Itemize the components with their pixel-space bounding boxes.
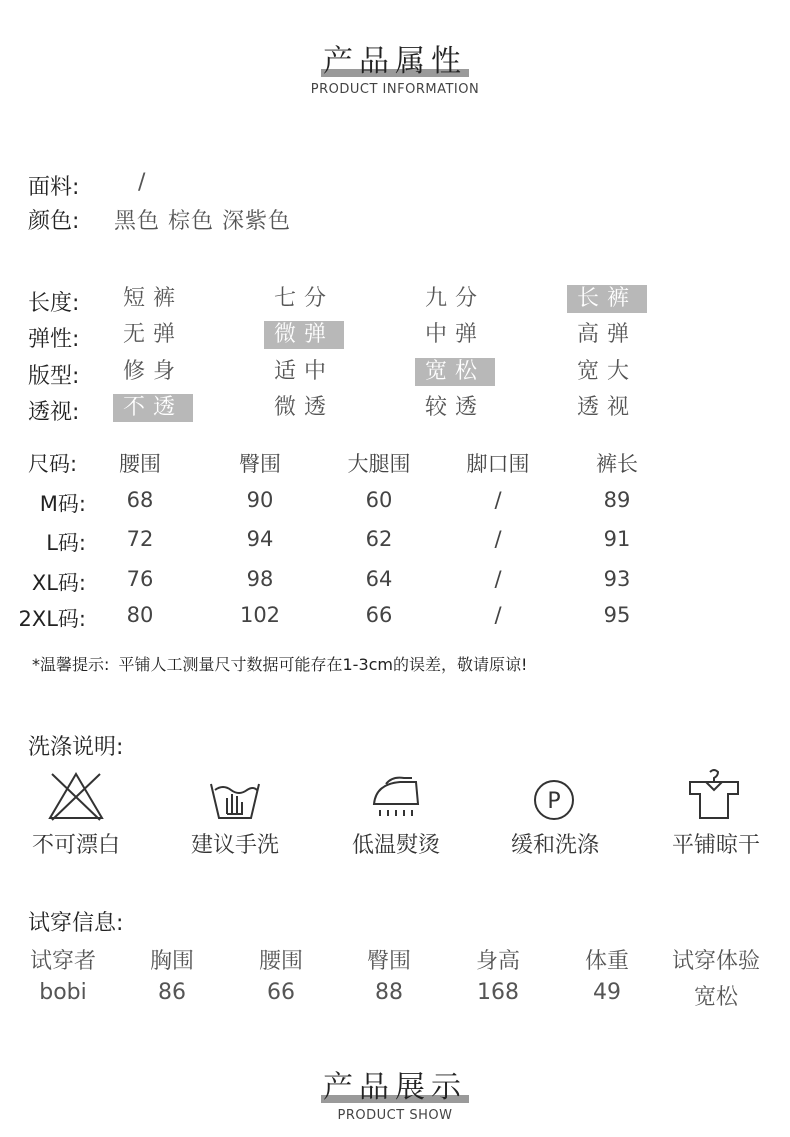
tryon-value: bobi xyxy=(39,980,87,1005)
measurement-note xyxy=(32,652,527,675)
size-cell: 102 xyxy=(239,603,281,627)
size-cell: 94 xyxy=(246,527,274,551)
size-row-label: M码: xyxy=(39,492,86,516)
tryon-column-header: 臀围 xyxy=(366,949,411,974)
attribute-label: 透视: xyxy=(28,400,80,425)
attribute-option: 中弹 xyxy=(424,322,485,347)
tryon-value: 86 xyxy=(158,980,186,1005)
attribute-option: 短裤 xyxy=(122,286,183,311)
attribute-option: 适中 xyxy=(273,359,334,384)
attribute-option: 较透 xyxy=(424,395,485,420)
size-cell: 91 xyxy=(603,527,631,551)
attribute-option-selected: 微弹 xyxy=(264,321,344,349)
flat-dry-icon xyxy=(684,768,744,820)
attribute-option-selected: 长裤 xyxy=(567,285,647,313)
low-iron-icon xyxy=(366,770,426,822)
gentle-wash-icon xyxy=(524,772,584,824)
attribute-label: 弹性: xyxy=(28,327,80,352)
size-cell: / xyxy=(494,488,502,512)
note-prefix: *温馨提示: xyxy=(32,655,110,674)
tryon-value: 168 xyxy=(477,980,519,1005)
washing-label: 低温熨烫 xyxy=(351,833,440,858)
size-cell: / xyxy=(494,567,502,591)
color-label: 颜色: xyxy=(28,209,80,234)
size-cell: 90 xyxy=(246,488,274,512)
fabric-value: / xyxy=(138,170,152,195)
tryon-column-header: 试穿体验 xyxy=(671,949,760,974)
size-cell: 76 xyxy=(126,567,154,591)
size-row-label: XL码: xyxy=(31,571,86,595)
attribute-option: 微透 xyxy=(273,395,334,420)
color-value: 黑色 棕色 深紫色 xyxy=(114,209,291,234)
section-title-product-show xyxy=(0,1062,790,1123)
washing-label: 平铺晾干 xyxy=(671,833,760,858)
size-cell: 62 xyxy=(365,527,393,551)
note-text: 平铺人工测量尺寸数据可能存在1-3cm的误差，敬请原谅! xyxy=(118,655,528,674)
size-cell: 72 xyxy=(126,527,154,551)
tryon-column-header: 身高 xyxy=(475,949,520,974)
attribute-label: 版型: xyxy=(28,364,80,389)
section-title-product-info xyxy=(0,36,790,97)
section-subtitle-en: PRODUCT SHOW xyxy=(337,1108,453,1123)
gentle-wash-symbol: P xyxy=(547,789,561,814)
attribute-option-selected: 宽松 xyxy=(415,358,495,386)
section-title-cn xyxy=(321,36,469,80)
tryon-column-header: 腰围 xyxy=(258,949,303,974)
section-title-cn xyxy=(321,1062,469,1106)
size-row-label: L码: xyxy=(46,531,86,555)
tryon-value: 宽松 xyxy=(693,985,738,1010)
attribute-option: 修身 xyxy=(122,359,183,384)
attribute-option: 九分 xyxy=(424,286,485,311)
size-cell: / xyxy=(494,527,502,551)
tryon-value: 88 xyxy=(375,980,403,1005)
washing-label: 建议手洗 xyxy=(190,833,279,858)
washing-label: 缓和洗涤 xyxy=(510,833,599,858)
washing-title: 洗涤说明: xyxy=(28,735,124,760)
size-cell: 93 xyxy=(603,567,631,591)
size-column-header: 腰围 xyxy=(119,452,161,476)
size-column-header: 脚口围 xyxy=(466,452,530,476)
title-text: 产品属性 xyxy=(323,44,467,79)
size-column-header: 大腿围 xyxy=(347,452,411,476)
size-cell: 64 xyxy=(365,567,393,591)
fabric-label: 面料: xyxy=(28,175,80,200)
attribute-option: 宽大 xyxy=(576,359,637,384)
size-cell: 68 xyxy=(126,488,154,512)
washing-label: 不可漂白 xyxy=(31,833,120,858)
tryon-title: 试穿信息: xyxy=(28,911,124,936)
size-column-header: 臀围 xyxy=(239,452,281,476)
size-column-header: 裤长 xyxy=(596,452,638,476)
tryon-value: 66 xyxy=(267,980,295,1005)
section-subtitle-en: PRODUCT INFORMATION xyxy=(310,82,480,97)
size-cell: 60 xyxy=(365,488,393,512)
size-cell: 95 xyxy=(603,603,631,627)
attribute-option: 透视 xyxy=(576,395,637,420)
no-bleach-icon xyxy=(46,770,106,822)
tryon-column-header: 胸围 xyxy=(149,949,194,974)
attribute-label: 长度: xyxy=(28,291,80,316)
tryon-value: 49 xyxy=(593,980,621,1005)
attribute-option-selected: 不透 xyxy=(113,394,193,422)
size-cell: 89 xyxy=(603,488,631,512)
attribute-option: 无弹 xyxy=(122,322,183,347)
size-row-label: 2XL码: xyxy=(18,607,86,631)
size-cell: 98 xyxy=(246,567,274,591)
title-text: 产品展示 xyxy=(323,1070,467,1105)
size-cell: 66 xyxy=(365,603,393,627)
tryon-column-header: 体重 xyxy=(584,949,629,974)
attribute-option: 七分 xyxy=(273,286,334,311)
hand-wash-icon xyxy=(205,770,265,822)
attribute-option: 高弹 xyxy=(576,322,637,347)
size-label: 尺码: xyxy=(28,452,78,476)
size-cell: / xyxy=(494,603,502,627)
tryon-column-header: 试穿者 xyxy=(29,949,96,974)
size-cell: 80 xyxy=(126,603,154,627)
